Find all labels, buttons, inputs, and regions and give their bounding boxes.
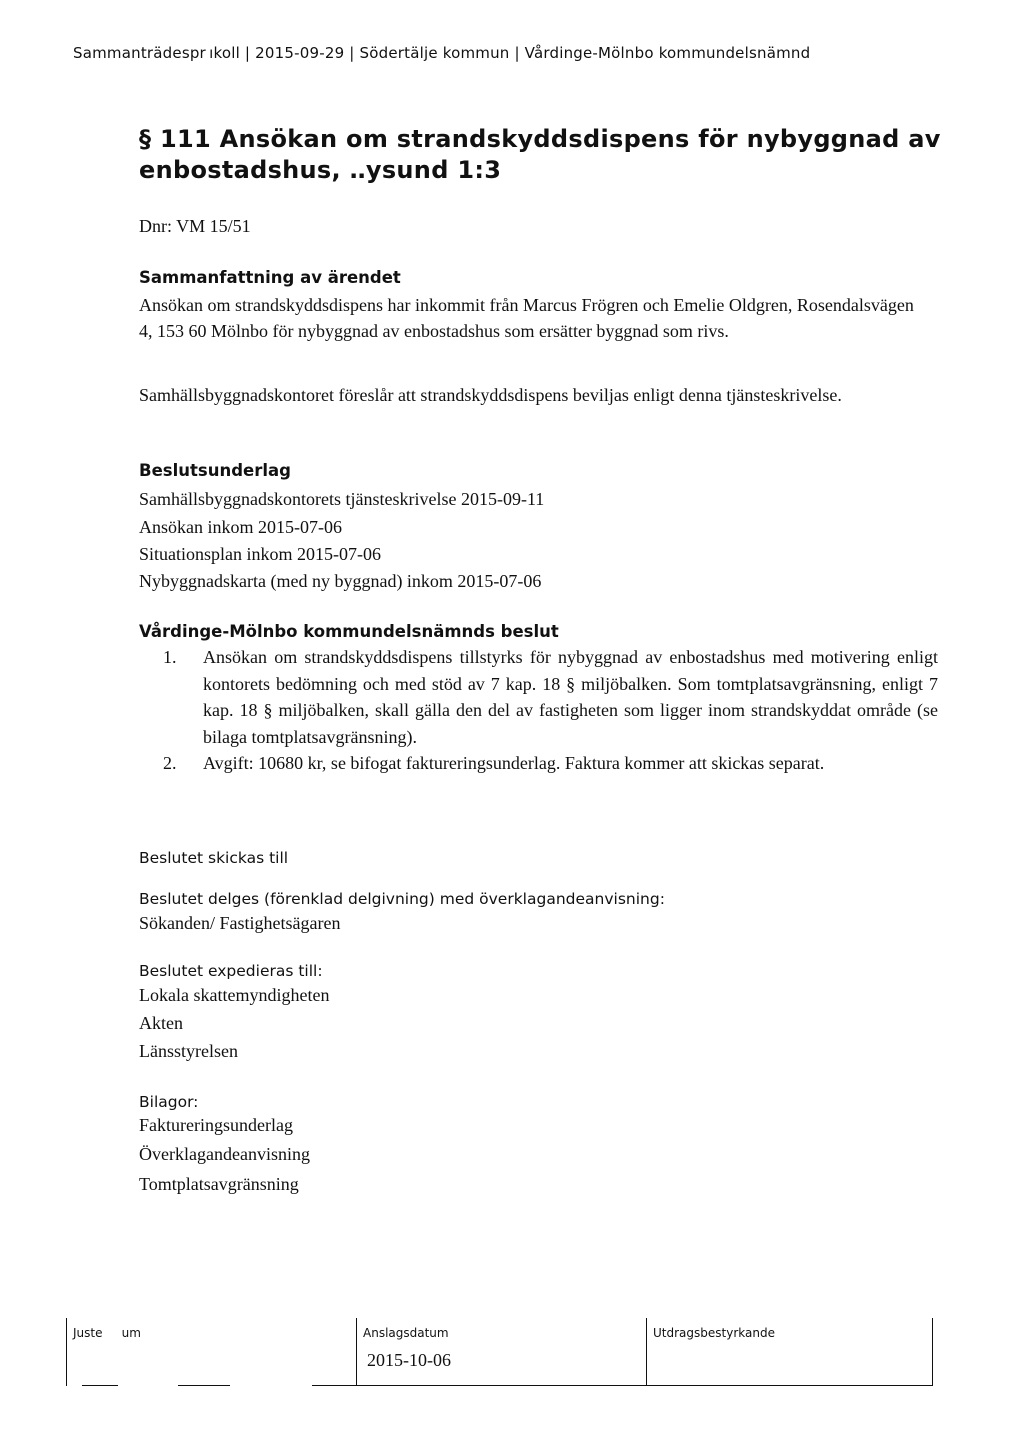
basis-item: Nybyggnadskarta (med ny byggnad) inkom 2015-07-06: [139, 571, 542, 591]
attachments-label: Bilagor:: [139, 1093, 199, 1111]
attachment-item: Tomtplatsavgränsning: [139, 1174, 299, 1194]
dispatched-item: Akten: [139, 1013, 183, 1033]
summary-heading: Sammanfattning av ärendet: [139, 268, 401, 287]
signature-line: [178, 1385, 230, 1386]
basis-heading: Beslutsunderlag: [139, 461, 291, 480]
posting-date-line: [356, 1385, 646, 1386]
title-line-2: enbostadshus, ‥ysund 1:3: [139, 156, 502, 184]
posting-date-cell: [356, 1318, 647, 1386]
basis-item: Samhällsbyggnadskontorets tjänsteskrivelse 2015-09-11: [139, 489, 545, 509]
signature-line: [312, 1385, 356, 1386]
decision-list: [163, 644, 938, 777]
decision-item: [163, 750, 938, 777]
decision-item-number: 2.: [163, 753, 177, 773]
dispatched-item: Länsstyrelsen: [139, 1041, 238, 1061]
signature-footer: [66, 1318, 932, 1388]
decision-heading: Vårdinge-Mölnbo kommundelsnämnds beslut: [139, 622, 559, 641]
attachment-item: Faktureringsunderlag: [139, 1115, 293, 1135]
certifier-cell: [646, 1318, 933, 1386]
summary-paragraph-1: Ansökan om strandskyddsdispens har inkommit från Marcus Frögren och Emelie Oldgren, Rosendalsvägen 4, 153 60 Mölnbo för nybyggnad av enbostadshus som ersätter byggnad som rivs.: [139, 295, 914, 341]
basis-item: Situationsplan inkom 2015-07-06: [139, 544, 381, 564]
certifier-line: [646, 1385, 932, 1386]
dispatched-item: Lokala skattemyndigheten: [139, 985, 330, 1005]
delivered-label: Beslutet delges (förenklad delgivning) med överklagandeanvisning:: [139, 890, 665, 908]
summary-paragraph-2: Samhällsbyggnadskontoret föreslår att strandskyddsdispens beviljas enligt denna tjänsteskrivelse.: [139, 385, 842, 405]
decision-item-number: 1.: [163, 647, 177, 667]
signature-label: Juste um: [73, 1326, 141, 1340]
certifier-label: Utdragsbestyrkande: [653, 1326, 775, 1340]
signature-cell: [66, 1318, 357, 1386]
basis-item: Ansökan inkom 2015-07-06: [139, 517, 342, 537]
dispatched-label: Beslutet expedieras till:: [139, 962, 323, 980]
signature-line: [82, 1385, 118, 1386]
posting-date-value: 2015-10-06: [367, 1350, 451, 1370]
case-number: Dnr: VM 15/51: [139, 216, 251, 236]
sent-to-label: Beslutet skickas till: [139, 849, 289, 867]
decision-item: [163, 644, 938, 750]
document-header: Sammanträdespr ıkoll | 2015-09-29 | Södertälje kommun | Vårdinge-Mölnbo kommundelsnämnd: [73, 44, 811, 62]
page-title: [139, 124, 941, 186]
posting-date-label: Anslagsdatum: [363, 1326, 449, 1340]
decision-item-text: Ansökan om strandskyddsdispens tillstyrks för nybyggnad av enbostadshus med motivering enligt kontorets bedömning och med stöd av 7 kap. 18 § miljöbalken. Som tomtplatsavgränsning, enligt 7 kap. 18 § miljöbalken, skall gälla den del av fastigheten som ligger inom strandskyddat område (se bilaga tomtplatsavgränsning).: [203, 647, 938, 747]
delivered-value: Sökanden/ Fastighetsägaren: [139, 913, 341, 933]
title-line-1: § 111 Ansökan om strandskyddsdispens för nybyggnad av: [139, 125, 941, 153]
attachment-item: Överklagandeanvisning: [139, 1144, 310, 1164]
decision-item-text: Avgift: 10680 kr, se bifogat faktureringsunderlag. Faktura kommer att skickas separat.: [203, 753, 825, 773]
